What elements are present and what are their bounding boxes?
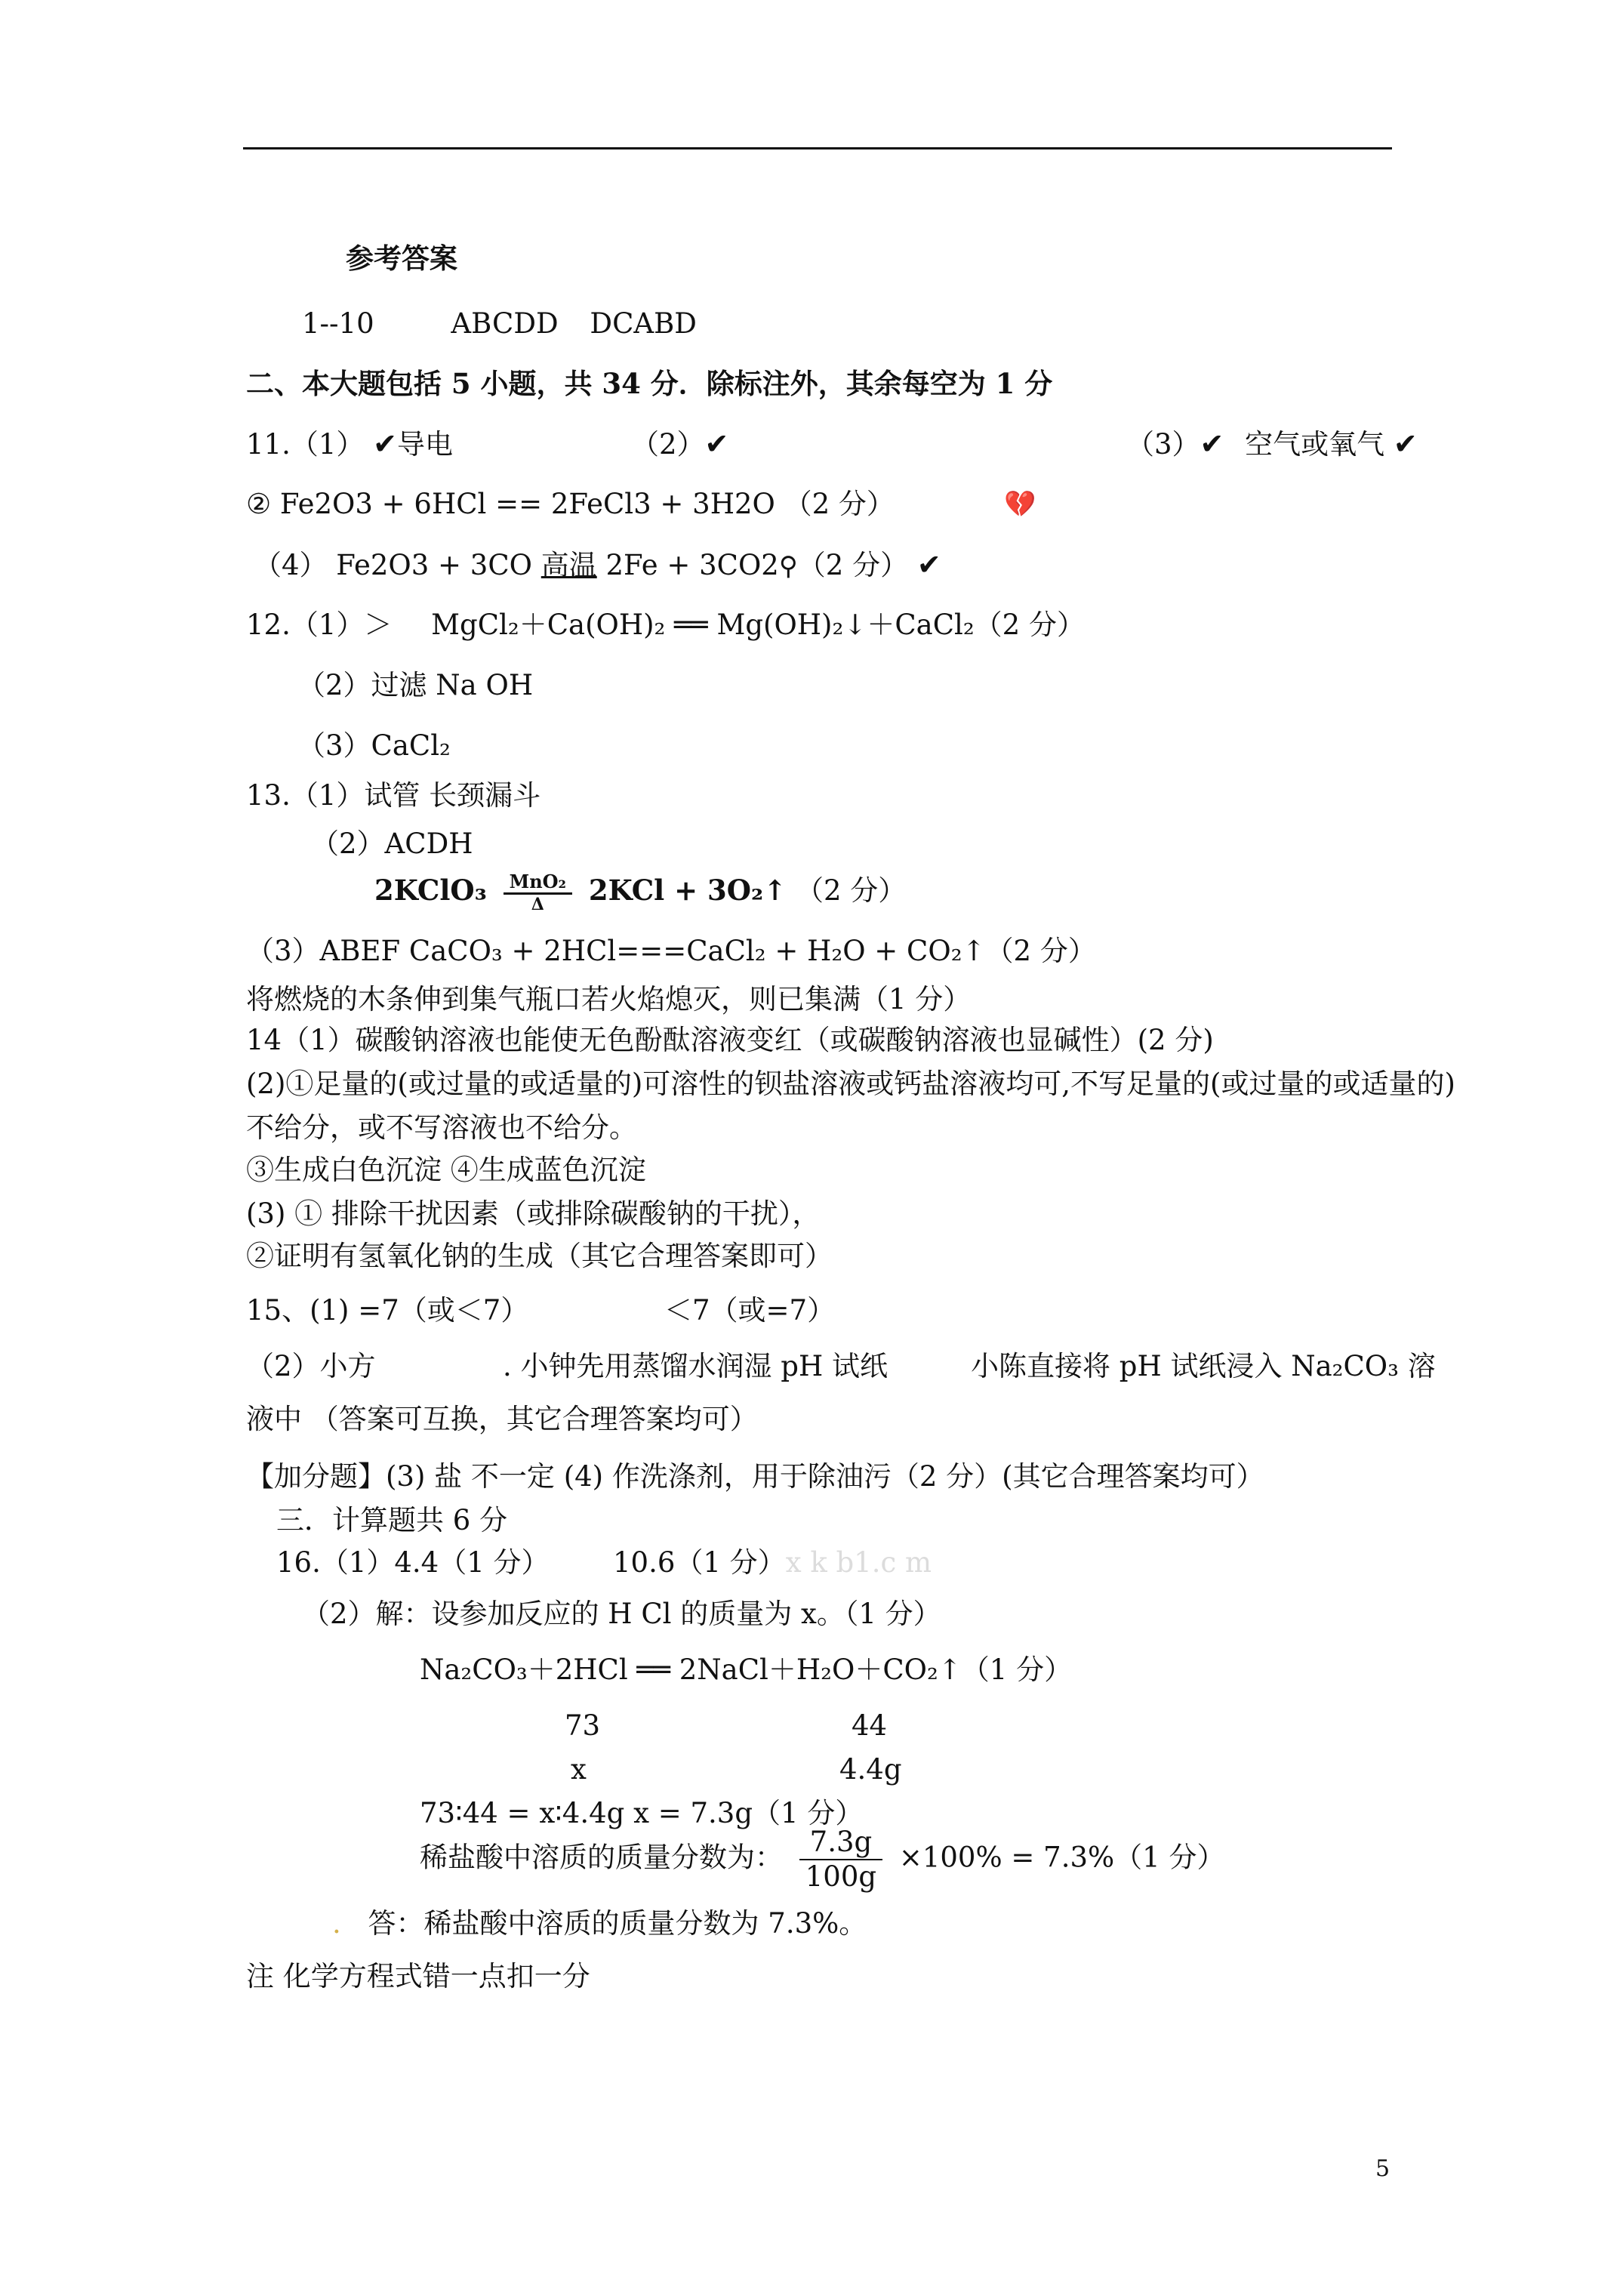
q13-line3: （3）ABEF CaCO₃ + 2HCl===CaCl₂ + H₂O + CO₂↑（2 分） — [246, 935, 1096, 967]
check-icon: ✔ — [1200, 427, 1224, 461]
q14-line5: (3) ① 排除干扰因素（或排除碳酸钠的干扰）， — [246, 1197, 821, 1230]
q16-equation: Na₂CO₃＋2HCl ══ 2NaCl＋H₂O＋CO₂↑（1 分） — [420, 1653, 1073, 1686]
q11-part3: （3）✔ 空气或氧气 ✔ — [1126, 427, 1418, 461]
q13-equation: 2KClO₃ MnO₂ Δ 2KCl + 3O₂↑ （2 分） — [374, 871, 907, 914]
section-3-header: 三．计算题共 6 分 — [276, 1504, 508, 1536]
q16-line2: （2）解：设参加反应的 H Cl 的质量为 x。（1 分） — [302, 1598, 941, 1630]
check-icon: ✔ — [373, 427, 397, 461]
q12-line3: （3）CaCl₂ — [297, 729, 451, 762]
magnifier-icon: ⚲ — [778, 551, 798, 581]
q16-line1b: 10.6（1 分）x k b1.c m — [613, 1546, 932, 1579]
broken-heart-icon: 💔 — [1004, 489, 1036, 519]
choice-range: 1--10 — [302, 307, 374, 340]
check-icon: ✔ — [1393, 427, 1418, 461]
q14-line3: 不给分，或不写溶液也不给分。 — [246, 1111, 637, 1144]
q16-ratio: 73∶44 = x∶4.4g x = 7.3g（1 分） — [420, 1797, 864, 1829]
q11-part1: 11.（1） ✔导电 — [246, 427, 453, 461]
footnote: 注 化学方程式错一点扣一分 — [246, 1960, 590, 1992]
q15-line1a: 15、(1) =7（或＜7） — [246, 1294, 529, 1327]
q16-answer: . 答：稀盐酸中溶质的质量分数为 7.3%。 — [332, 1907, 867, 1940]
q15-line2a: （2）小方 — [246, 1350, 376, 1382]
choice-ans-2: DCABD — [590, 307, 697, 340]
q16-value-x: x — [571, 1753, 587, 1786]
q15-line2c: 小陈直接将 pH 试纸浸入 Na₂CO₃ 溶 — [971, 1350, 1436, 1382]
q13-line1: 13.（1）试管 长颈漏斗 — [246, 779, 541, 812]
q16-value-4.4g: 4.4g — [839, 1753, 902, 1786]
q15-line3: 液中 （答案可互换，其它合理答案均可） — [246, 1403, 758, 1435]
page-number: 5 — [1375, 2156, 1390, 2182]
q13-line4: 将燃烧的木条伸到集气瓶口若火焰熄灭，则已集满（1 分） — [246, 983, 972, 1015]
section-2-header: 二、本大题包括 5 小题，共 34 分．除标注外，其余每空为 1 分 — [246, 367, 1053, 400]
q11-part4: （4） Fe2O3 + 3CO 高温 2Fe + 3CO2⚲（2 分） ✔ — [254, 548, 941, 581]
mass-fraction: $\frac{7.3g}{100g}$ — [799, 1826, 882, 1894]
q16-line1a: 16.（1）4.4（1 分） — [276, 1546, 550, 1579]
q14-line4: ③生成白色沉淀 ④生成蓝色沉淀 — [246, 1154, 646, 1186]
q12-line1: 12.（1）＞ MgCl₂＋Ca(OH)₂ ══ Mg(OH)₂↓＋CaCl₂（2 分） — [246, 609, 1085, 641]
check-icon: ✔ — [916, 548, 941, 581]
stray-dot: . — [332, 1907, 341, 1940]
q13-line2: （2）ACDH — [311, 827, 473, 860]
choice-answers — [302, 306, 697, 342]
page-title: 参考答案 — [346, 242, 457, 275]
bonus-question: 【加分题】(3) 盐 不一定 (4) 作洗涤剂，用于除油污（2 分）(其它合理答案均可） — [246, 1460, 1264, 1493]
catalyst-condition: MnO₂ Δ — [504, 871, 572, 914]
q14-line2: (2)①足量的(或过量的或适量的)可溶性的钡盐溶液或钙盐溶液均可,不写足量的(或过量的或适量的) — [246, 1068, 1455, 1100]
q11-eq2: ② Fe2O3 + 6HCl == 2FeCl3 + 3H2O （2 分） — [246, 488, 895, 520]
q16-fraction-line: 稀盐酸中溶质的质量分数为： $\frac{7.3g}{100g}$ ×100% = 7.3%（1 分） — [420, 1826, 1225, 1893]
q16-mass-44: 44 — [852, 1709, 888, 1742]
q14-line1: 14（1）碳酸钠溶液也能使无色酚酞溶液变红（或碳酸钠溶液也显碱性）(2 分) — [246, 1024, 1214, 1056]
q16-mass-73: 73 — [565, 1709, 601, 1742]
choice-ans-1: ABCDD — [451, 307, 559, 340]
header-rule — [243, 147, 1392, 149]
q14-line6: ②证明有氢氧化钠的生成（其它合理答案即可） — [246, 1240, 833, 1272]
q15-line2b: . 小钟先用蒸馏水润湿 pH 试纸 — [503, 1350, 888, 1382]
check-icon: ✔ — [704, 427, 729, 461]
watermark: x k b1.c m — [785, 1546, 932, 1579]
q15-line1b: ＜7（或=7） — [664, 1294, 836, 1327]
q12-line2: （2）过滤 Na OH — [297, 669, 534, 701]
q11-part2: （2）✔ — [631, 427, 729, 461]
reaction-condition: 高温 — [540, 549, 597, 581]
